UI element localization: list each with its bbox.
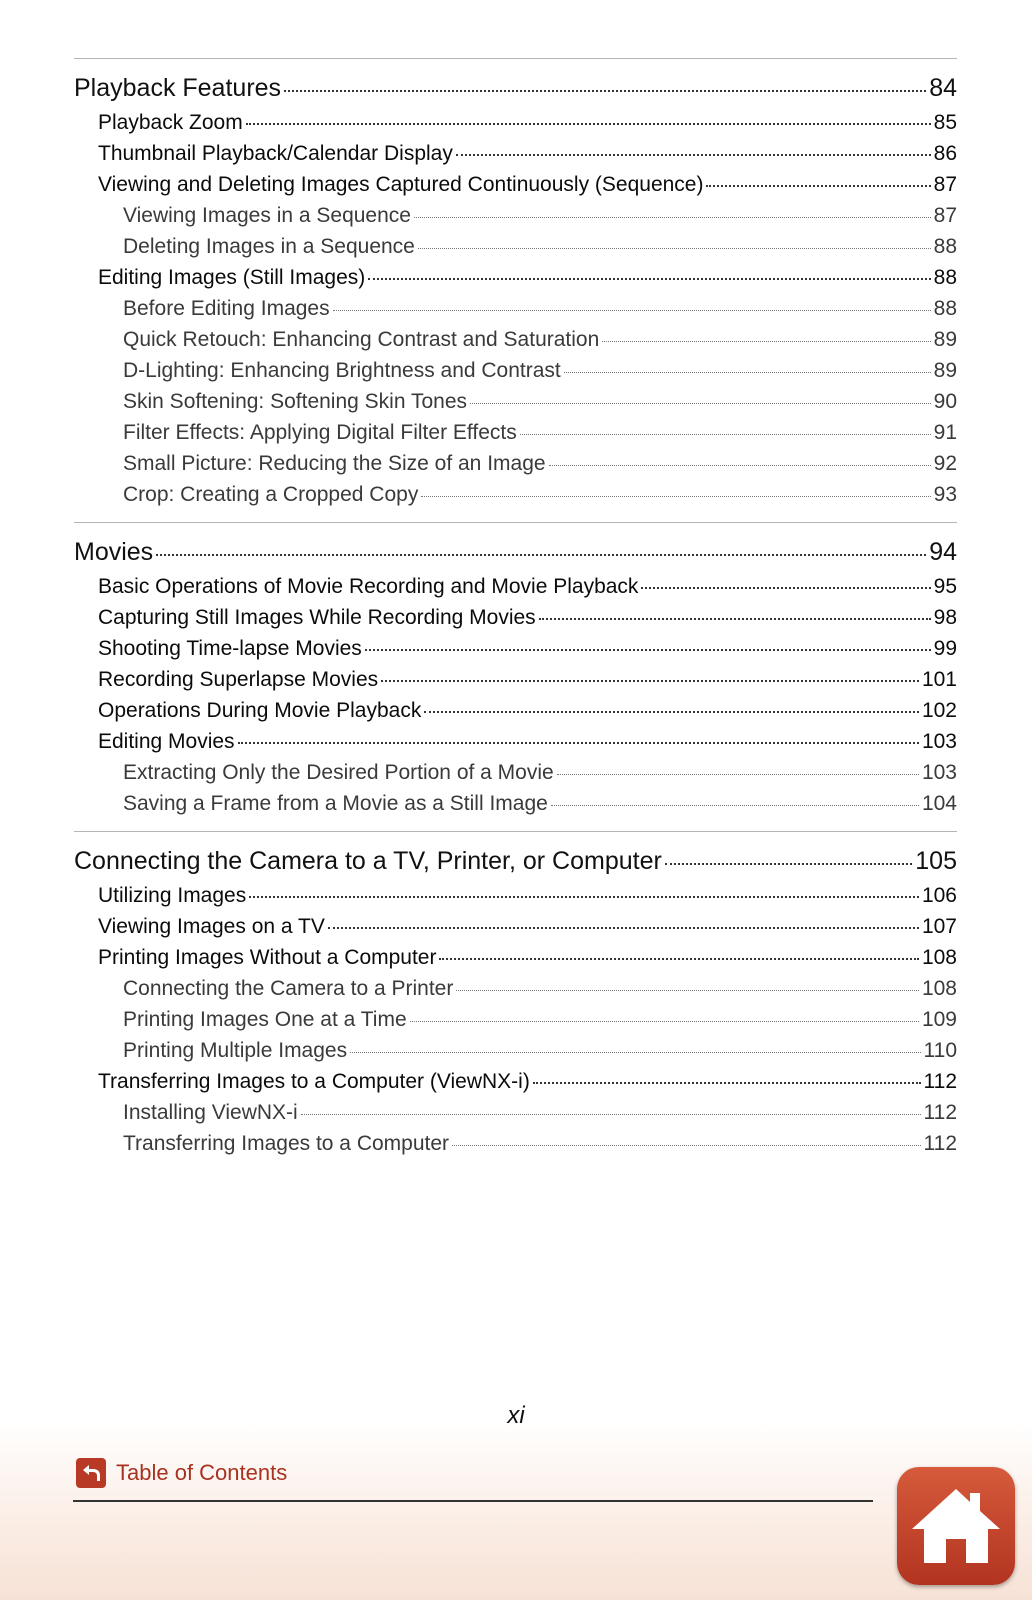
toc-subsection-entry[interactable] — [74, 973, 957, 1004]
toc-section-entry[interactable] — [74, 169, 957, 200]
toc-entry-page: 94 — [929, 538, 957, 566]
dot-leader — [238, 741, 919, 744]
toc-entry-page: 91 — [933, 421, 957, 444]
toc-entry-title: Connecting the Camera to a Printer — [123, 977, 454, 1000]
toc-entry-title: Transferring Images to a Computer (ViewNX-i) — [98, 1070, 530, 1093]
toc-entry-title: Movies — [74, 538, 154, 566]
dot-leader — [284, 89, 926, 92]
toc-entry-title: Transferring Images to a Computer — [123, 1132, 450, 1155]
dot-leader — [381, 679, 919, 682]
dot-leader — [452, 1144, 920, 1146]
dot-leader — [533, 1081, 921, 1084]
toc-entry-title: Basic Operations of Movie Recording and Movie Playback — [98, 575, 639, 598]
toc-entry-title: Deleting Images in a Sequence — [123, 235, 415, 258]
toc-entry-title: Playback Zoom — [98, 111, 243, 134]
toc-entry-title: Capturing Still Images While Recording Movies — [98, 606, 536, 629]
toc-entry-page: 105 — [915, 847, 957, 875]
dot-leader — [249, 895, 919, 898]
dot-leader — [301, 1113, 921, 1115]
toc-section-entry[interactable] — [74, 571, 957, 602]
dot-leader — [456, 153, 931, 156]
dot-leader — [368, 277, 930, 280]
toc-entry-page: 112 — [923, 1101, 957, 1124]
dot-leader — [350, 1051, 920, 1053]
toc-entry-title: Installing ViewNX-i — [123, 1101, 298, 1124]
table-of-contents — [74, 58, 957, 1171]
toc-subsection-entry[interactable] — [74, 200, 957, 231]
toc-chapter-entry[interactable] — [74, 533, 957, 571]
toc-entry-page: 109 — [921, 1008, 957, 1031]
toc-section — [74, 522, 957, 819]
toc-subsection-entry[interactable] — [74, 788, 957, 819]
toc-subsection-entry[interactable] — [74, 386, 957, 417]
toc-subsection-entry[interactable] — [74, 324, 957, 355]
toc-entry-page: 89 — [933, 359, 957, 382]
table-of-contents-link[interactable] — [76, 1458, 287, 1488]
toc-entry-title: Before Editing Images — [123, 297, 330, 320]
toc-entry-title: Saving a Frame from a Movie as a Still Image — [123, 792, 548, 815]
dot-leader — [410, 1020, 919, 1022]
toc-entry-page: 87 — [933, 173, 957, 196]
toc-entry-title: Skin Softening: Softening Skin Tones — [123, 390, 468, 413]
toc-entry-title: Viewing Images in a Sequence — [123, 204, 411, 227]
toc-entry-page: 93 — [933, 483, 957, 506]
toc-entry-page: 108 — [921, 946, 957, 969]
dot-leader — [365, 648, 931, 651]
toc-entry-page: 85 — [933, 111, 957, 134]
toc-entry-title: Connecting the Camera to a TV, Printer, or Computer — [74, 847, 662, 875]
dot-leader — [156, 553, 926, 556]
toc-entry-page: 103 — [921, 730, 957, 753]
toc-section-entry[interactable] — [74, 138, 957, 169]
toc-entry-title: Small Picture: Reducing the Size of an Image — [123, 452, 546, 475]
dot-leader — [333, 309, 931, 311]
toc-subsection-entry[interactable] — [74, 448, 957, 479]
dot-leader — [470, 402, 931, 404]
toc-entry-page: 84 — [929, 74, 957, 102]
toc-entry-title: Shooting Time-lapse Movies — [98, 637, 362, 660]
toc-entry-page: 88 — [933, 266, 957, 289]
toc-chapter-entry[interactable] — [74, 69, 957, 107]
toc-section-entry[interactable] — [74, 880, 957, 911]
toc-chapter-entry[interactable] — [74, 842, 957, 880]
toc-section-entry[interactable] — [74, 664, 957, 695]
dot-leader — [549, 464, 931, 466]
toc-entry-page: 99 — [933, 637, 957, 660]
toc-entry-title: Filter Effects: Applying Digital Filter Effects — [123, 421, 517, 444]
toc-section-entry[interactable] — [74, 911, 957, 942]
toc-entry-title: Crop: Creating a Cropped Copy — [123, 483, 419, 506]
dot-leader — [564, 371, 931, 373]
toc-subsection-entry[interactable] — [74, 757, 957, 788]
dot-leader — [602, 340, 930, 342]
toc-section-entry[interactable] — [74, 262, 957, 293]
toc-entry-page: 98 — [933, 606, 957, 629]
dot-leader — [418, 247, 931, 249]
toc-entry-title: Printing Multiple Images — [123, 1039, 348, 1062]
toc-section-entry[interactable] — [74, 942, 957, 973]
toc-subsection-entry[interactable] — [74, 1097, 957, 1128]
toc-entry-page: 102 — [921, 699, 957, 722]
toc-section-entry[interactable] — [74, 602, 957, 633]
toc-entry-page: 87 — [933, 204, 957, 227]
toc-section-entry[interactable] — [74, 633, 957, 664]
dot-leader — [246, 122, 931, 125]
dot-leader — [328, 926, 919, 929]
dot-leader — [414, 216, 931, 218]
toc-entry-page: 108 — [921, 977, 957, 1000]
toc-entry-page: 112 — [923, 1070, 957, 1093]
toc-section — [74, 831, 957, 1159]
toc-entry-page: 106 — [921, 884, 957, 907]
toc-entry-page: 110 — [923, 1039, 957, 1062]
toc-subsection-entry[interactable] — [74, 231, 957, 262]
dot-leader — [421, 495, 930, 497]
toc-entry-title: Editing Images (Still Images) — [98, 266, 366, 289]
dot-leader — [520, 433, 931, 435]
toc-subsection-entry[interactable] — [74, 293, 957, 324]
toc-entry-title: Recording Superlapse Movies — [98, 668, 379, 691]
dot-leader — [557, 773, 919, 775]
toc-subsection-entry[interactable] — [74, 1004, 957, 1035]
toc-subsection-entry[interactable] — [74, 1128, 957, 1159]
toc-entry-title: Viewing and Deleting Images Captured Continuously (Sequence) — [98, 173, 704, 196]
toc-section-entry[interactable] — [74, 1066, 957, 1097]
toc-entry-page: 104 — [921, 792, 957, 815]
toc-entry-title: Thumbnail Playback/Calendar Display — [98, 142, 453, 165]
toc-entry-title: Quick Retouch: Enhancing Contrast and Saturation — [123, 328, 600, 351]
toc-entry-page: 88 — [933, 235, 957, 258]
toc-section — [74, 58, 957, 510]
dot-leader — [539, 617, 931, 620]
toc-entry-page: 92 — [933, 452, 957, 475]
toc-entry-page: 103 — [921, 761, 957, 784]
dot-leader — [665, 862, 912, 865]
toc-entry-title: Utilizing Images — [98, 884, 247, 907]
toc-entry-title: Editing Movies — [98, 730, 235, 753]
toc-entry-title: Printing Images Without a Computer — [98, 946, 437, 969]
toc-subsection-entry[interactable] — [74, 417, 957, 448]
toc-entry-page: 107 — [921, 915, 957, 938]
toc-entry-page: 112 — [923, 1132, 957, 1155]
toc-subsection-entry[interactable] — [74, 1035, 957, 1066]
toc-subsection-entry[interactable] — [74, 479, 957, 510]
toc-subsection-entry[interactable] — [74, 355, 957, 386]
toc-entry-title: Printing Images One at a Time — [123, 1008, 407, 1031]
toc-section-entry[interactable] — [74, 726, 957, 757]
toc-entry-title: Operations During Movie Playback — [98, 699, 422, 722]
dot-leader — [439, 957, 918, 960]
toc-entry-page: 90 — [933, 390, 957, 413]
back-arrow-icon — [76, 1458, 106, 1488]
toc-entry-page: 89 — [933, 328, 957, 351]
dot-leader — [706, 184, 930, 187]
table-of-contents-label: Table of Contents — [116, 1460, 288, 1485]
toc-entry-title: Viewing Images on a TV — [98, 915, 325, 938]
home-icon — [908, 1485, 1004, 1567]
toc-entry-page: 86 — [933, 142, 957, 165]
dot-leader — [424, 710, 919, 713]
toc-entry-title: Extracting Only the Desired Portion of a Movie — [123, 761, 554, 784]
home-button[interactable] — [897, 1467, 1015, 1585]
toc-entry-title: Playback Features — [74, 74, 282, 102]
footer-divider — [73, 1500, 873, 1502]
toc-entry-page: 88 — [933, 297, 957, 320]
dot-leader — [551, 804, 919, 806]
page-number: xi — [507, 1402, 525, 1429]
toc-section-entry[interactable] — [74, 695, 957, 726]
dot-leader — [641, 586, 930, 589]
toc-section-entry[interactable] — [74, 107, 957, 138]
footer-background — [0, 1420, 1032, 1600]
dot-leader — [456, 989, 919, 991]
toc-entry-page: 95 — [933, 575, 957, 598]
toc-entry-page: 101 — [921, 668, 957, 691]
toc-entry-title: D-Lighting: Enhancing Brightness and Contrast — [123, 359, 561, 382]
